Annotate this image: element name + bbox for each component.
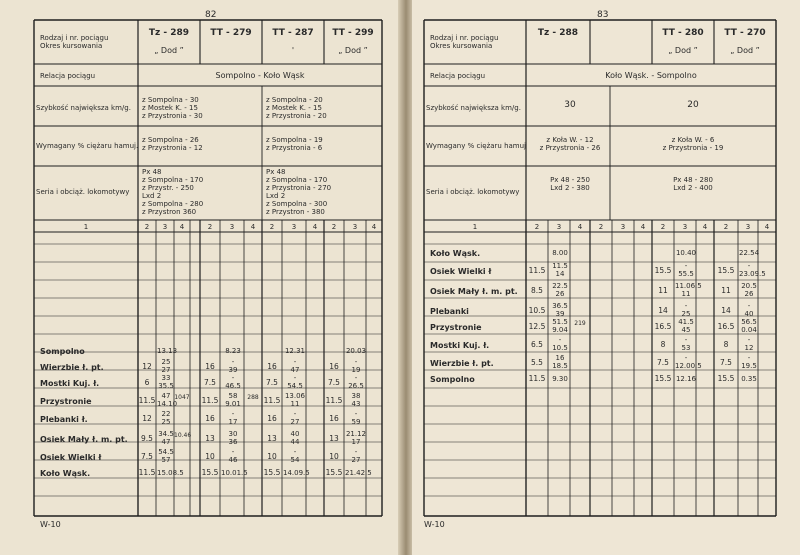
- station-name: Wierzbie ł. pt.: [430, 359, 494, 368]
- time-value: 40 44: [290, 430, 300, 446]
- run-time: 13: [329, 434, 339, 443]
- station-name: Sompolno: [40, 347, 85, 356]
- relation-value: Koło Wąsk. - Sompolno: [605, 71, 697, 80]
- station-name: Osiek Mały ł. m. pt.: [430, 287, 518, 296]
- loco-label: Seria i obciąż. lokomotywy: [36, 188, 130, 196]
- run-time: 12: [142, 414, 152, 423]
- subcol-number: 3: [352, 223, 358, 231]
- time-value: 15.08.5: [157, 469, 184, 477]
- run-time: 8: [723, 340, 729, 349]
- run-time: 15.5: [325, 468, 343, 477]
- run-time: 13: [267, 434, 277, 443]
- run-time: 15.5: [263, 468, 281, 477]
- time-value: 21.42.5: [345, 469, 372, 477]
- subcol-number: 2: [207, 223, 213, 231]
- train-number: TT - 299: [332, 28, 374, 38]
- time-value: - 53: [681, 336, 691, 352]
- extra-note: 10.46: [174, 432, 192, 439]
- subcol-number: 3: [162, 223, 168, 231]
- train-label-header: Rodzaj i nr. pociągu Okres kursowania: [40, 34, 109, 50]
- station-name: Sompolno: [430, 375, 475, 384]
- run-time: 11.5: [138, 468, 156, 477]
- page-footer: W-10: [40, 520, 61, 529]
- run-time: 5.5: [531, 358, 543, 367]
- table-cell-loco-a: Px 48 - 250 Lxd 2 - 380: [550, 176, 590, 192]
- run-time: 11.5: [528, 374, 546, 383]
- run-time: 15.5: [201, 468, 219, 477]
- run-time: 13: [205, 434, 215, 443]
- train-period: ': [291, 46, 295, 55]
- time-value: 11.5 14: [552, 262, 568, 278]
- time-value: - 47: [290, 358, 300, 374]
- station-name: Osiek Wielki ł: [430, 267, 492, 276]
- time-value: 22.5 26: [552, 282, 568, 298]
- time-value: 16 18.5: [552, 354, 568, 370]
- run-time: 11.5: [528, 266, 546, 275]
- time-value: 8.23: [225, 347, 241, 355]
- train-number: TT - 279: [210, 28, 252, 38]
- time-value: 12.31: [284, 347, 306, 355]
- run-time: 14: [721, 306, 731, 315]
- run-time: 10: [205, 452, 215, 461]
- station-name: Mostki Kuj. ł.: [430, 341, 490, 350]
- run-time: 9.5: [141, 434, 153, 443]
- train-number: TT - 280: [662, 28, 704, 38]
- train-number: Tz - 289: [148, 28, 190, 38]
- table-cell-brake-b: z Sompolna - 19 z Przystronia - 6: [266, 136, 323, 152]
- right-page: [412, 0, 800, 555]
- run-time: 16.5: [717, 322, 735, 331]
- train-number: Tz - 288: [537, 28, 579, 38]
- time-value: 14.09.5: [283, 469, 310, 477]
- relation-label: Relacja pociągu: [40, 72, 96, 80]
- time-value: 12.16: [675, 375, 697, 383]
- table-cell-loco-b: Px 48 z Sompolna - 170 z Przystronia - 270 Lxd 2 z Sompolna - 300 z Przystron - 380: [266, 168, 332, 216]
- column-1-label: 1: [83, 223, 89, 231]
- run-time: 16: [205, 414, 215, 423]
- extra-note: 1047: [174, 394, 190, 401]
- run-time: 7.5: [657, 358, 669, 367]
- time-value: 41.5 45: [678, 318, 694, 334]
- subcol-number: 3: [229, 223, 235, 231]
- table-cell-loco-b: Px 48 - 280 Lxd 2 - 400: [673, 176, 713, 192]
- time-value: 20.5 26: [741, 282, 757, 298]
- train-number: TT - 287: [272, 28, 314, 38]
- speed-label: Szybkość największa km/g.: [36, 104, 131, 112]
- run-time: 11.5: [263, 396, 281, 405]
- run-time: 12: [142, 362, 152, 371]
- time-value: 22 25: [161, 410, 171, 426]
- run-time: 16: [267, 414, 277, 423]
- time-value: - 54.5: [287, 374, 303, 390]
- train-period: „ Dod ”: [154, 46, 184, 55]
- time-value: 34.5 47: [158, 430, 174, 446]
- run-time: 7.5: [328, 378, 340, 387]
- time-value: - 19.5: [741, 354, 757, 370]
- table-cell-brake-b: z Koła W. - 6 z Przystronia - 19: [662, 136, 724, 152]
- station-name: Koło Wąsk.: [430, 249, 481, 258]
- time-value: - 59: [351, 410, 361, 426]
- page-number: 83: [597, 10, 609, 20]
- run-time: 7.5: [204, 378, 216, 387]
- subcol-number: 2: [331, 223, 337, 231]
- run-time: 11.5: [138, 396, 156, 405]
- time-value: 33 35.5: [158, 374, 174, 390]
- station-name: Przystronie: [40, 397, 92, 406]
- time-value: 10.01.5: [221, 469, 248, 477]
- time-value: - 46: [228, 448, 238, 464]
- table-cell-brake-a: z Koła W. - 12 z Przystronia - 26: [539, 136, 601, 152]
- subcol-number: 2: [598, 223, 604, 231]
- time-value: 54.5 57: [158, 448, 174, 464]
- time-value: - 12: [744, 336, 754, 352]
- run-time: 10: [267, 452, 277, 461]
- subcol-number: 2: [660, 223, 666, 231]
- time-value: 20.03: [345, 347, 367, 355]
- station-name: Wierzbie ł. pt.: [40, 363, 104, 372]
- time-value: - 26.5: [348, 374, 364, 390]
- run-time: 7.5: [720, 358, 732, 367]
- time-value: 47 14.10: [157, 392, 178, 408]
- time-value: 13.13: [157, 347, 178, 355]
- subcol-number: 4: [312, 223, 318, 231]
- page-footer: W-10: [424, 520, 445, 529]
- subcol-number: 2: [269, 223, 275, 231]
- run-time: 11: [721, 286, 731, 295]
- station-name: Osiek Wielki ł: [40, 453, 102, 462]
- time-value: 56.5 0.04: [741, 318, 757, 334]
- brake-label: Wymagany % ciężaru hamuj: [426, 142, 526, 150]
- run-time: 15.5: [654, 266, 672, 275]
- time-value: - 40: [744, 302, 754, 318]
- time-value: 22.54: [739, 249, 760, 257]
- subcol-number: 3: [556, 223, 562, 231]
- run-time: 11.5: [201, 396, 219, 405]
- subcol-number: 4: [764, 223, 770, 231]
- train-period: „ Dod ”: [338, 46, 368, 55]
- time-value: 58 9.01: [225, 392, 241, 408]
- run-time: 7.5: [141, 452, 153, 461]
- time-value: 36.5 39: [552, 302, 568, 318]
- page-number: 82: [205, 10, 217, 20]
- station-name: Mostki Kuj. ł.: [40, 379, 100, 388]
- extra-note: 219: [574, 320, 586, 327]
- subcol-number: 4: [702, 223, 708, 231]
- brake-label: Wymagany % ciężaru hamuj.: [36, 142, 139, 150]
- time-value: - 17: [228, 410, 238, 426]
- speed-label: Szybkość największa km/g.: [426, 104, 521, 112]
- subcol-number: 4: [371, 223, 377, 231]
- train-number: TT - 270: [724, 28, 766, 38]
- run-time: 16: [329, 362, 339, 371]
- run-time: 6: [144, 378, 150, 387]
- table-cell-brake-a: z Sompolna - 26 z Przystronia - 12: [142, 136, 203, 152]
- time-value: - 23.09.5: [739, 262, 766, 278]
- subcol-number: 3: [620, 223, 626, 231]
- run-time: 8: [660, 340, 666, 349]
- subcol-number: 3: [682, 223, 688, 231]
- time-value: 9.30: [552, 375, 568, 383]
- time-value: - 27: [351, 448, 361, 464]
- time-value: - 46.5: [225, 374, 241, 390]
- subcol-number: 4: [250, 223, 256, 231]
- run-time: 15.5: [654, 374, 672, 383]
- time-value: - 54: [290, 448, 300, 464]
- subcol-number: 4: [640, 223, 646, 231]
- run-time: 6.5: [531, 340, 543, 349]
- column-1-label: 1: [472, 223, 478, 231]
- run-time: 16: [267, 362, 277, 371]
- table-cell-speed-b: z Sompolna - 20 z Mostek K. - 15 z Przystronia - 20: [266, 96, 327, 120]
- time-value: 13.06 11: [284, 392, 306, 408]
- relation-label: Relacja pociągu: [430, 72, 486, 80]
- run-time: 15.5: [717, 374, 735, 383]
- train-period: „ Dod ”: [730, 46, 760, 55]
- run-time: 16: [205, 362, 215, 371]
- station-name: Przystronie: [430, 323, 482, 332]
- time-value: 11.06.5 11: [675, 282, 702, 298]
- time-value: 30 36: [228, 430, 238, 446]
- subcol-number: 2: [723, 223, 729, 231]
- time-value: 51.5 9.04: [552, 318, 568, 334]
- station-name: Plebanki ł.: [40, 415, 88, 424]
- relation-value: Sompolno - Koło Wąsk: [215, 71, 305, 80]
- time-value: - 55.5: [678, 262, 694, 278]
- time-value: - 19: [351, 358, 361, 374]
- table-cell-speed-a: 30: [564, 100, 576, 110]
- time-value: 10.40: [675, 249, 697, 257]
- run-time: 8.5: [531, 286, 543, 295]
- run-time: 16: [329, 414, 339, 423]
- train-label-header: Rodzaj i nr. pociągu Okres kursowania: [430, 34, 499, 50]
- loco-label: Seria i obciąż. lokomotywy: [426, 188, 520, 196]
- time-value: 8.00: [552, 249, 568, 257]
- station-name: Plebanki: [430, 307, 469, 316]
- table-cell-speed-a: z Sompolna - 30 z Mostek K. - 15 z Przystronia - 30: [142, 96, 203, 120]
- run-time: 11: [658, 286, 668, 295]
- extra-note: 288: [247, 394, 259, 401]
- time-value: - 25: [681, 302, 691, 318]
- run-time: 7.5: [266, 378, 278, 387]
- run-time: 10.5: [528, 306, 546, 315]
- train-period: „ Dod ”: [668, 46, 698, 55]
- time-value: - 10.5: [552, 336, 568, 352]
- time-value: 25 27: [161, 358, 171, 374]
- subcol-number: 2: [144, 223, 150, 231]
- run-time: 15.5: [717, 266, 735, 275]
- time-value: - 12.00.5: [675, 354, 702, 370]
- table-cell-speed-b: 20: [687, 100, 699, 110]
- time-value: 0.35: [741, 375, 757, 383]
- subcol-number: 4: [577, 223, 583, 231]
- run-time: 11.5: [325, 396, 343, 405]
- station-name: Koło Wąsk.: [40, 469, 91, 478]
- subcol-number: 3: [291, 223, 297, 231]
- station-name: Osiek Mały ł. m. pt.: [40, 435, 128, 444]
- time-value: - 39: [228, 358, 238, 374]
- time-value: - 27: [290, 410, 300, 426]
- time-value: 21.12 17: [345, 430, 367, 446]
- subcol-number: 4: [179, 223, 185, 231]
- run-time: 16.5: [654, 322, 672, 331]
- run-time: 12.5: [528, 322, 546, 331]
- run-time: 14: [658, 306, 668, 315]
- time-value: 38 43: [351, 392, 361, 408]
- run-time: 10: [329, 452, 339, 461]
- subcol-number: 2: [534, 223, 540, 231]
- table-cell-loco-a: Px 48 z Sompolna - 170 z Przystr. - 250 Lxd 2 z Sompolna - 280 z Przystron 360: [142, 168, 204, 216]
- subcol-number: 3: [745, 223, 751, 231]
